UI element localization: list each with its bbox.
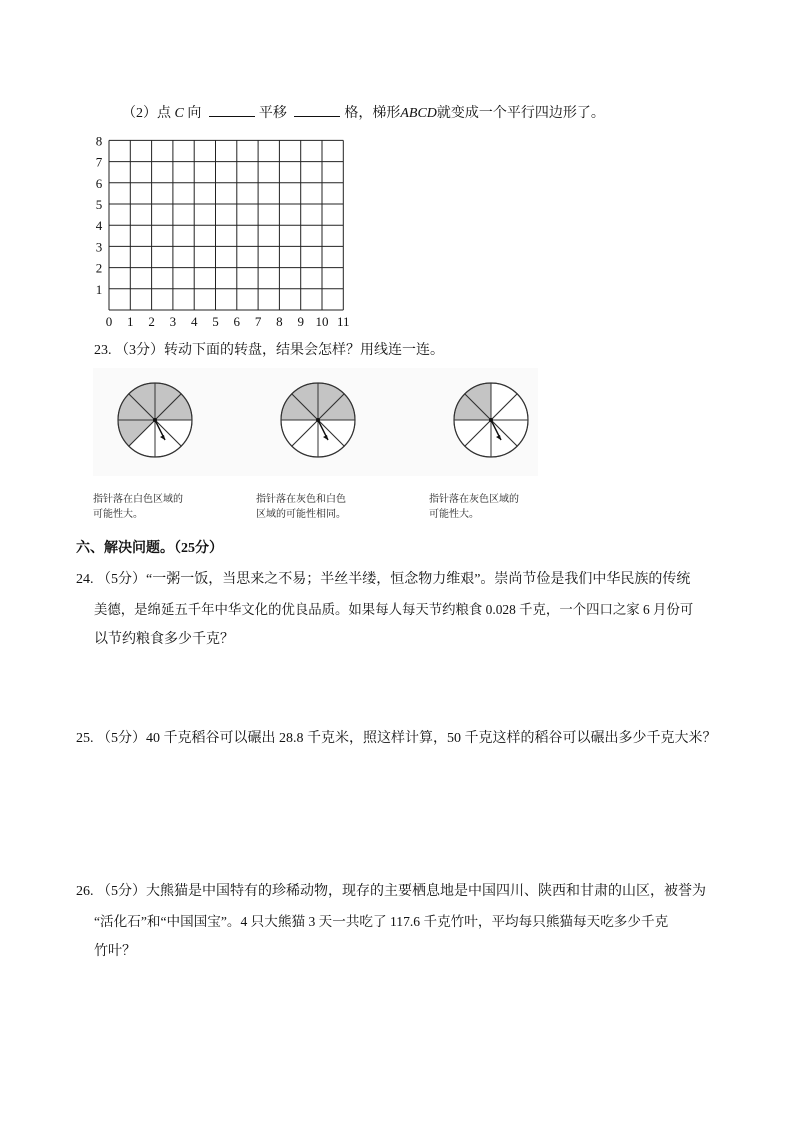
q26-block [76,877,736,967]
x-axis-label: 0 [105,314,113,329]
x-axis-label: 8 [276,314,283,329]
spinner-hub [489,418,493,422]
q22-prefix: （2）点 [122,106,171,121]
x-axis-label: 7 [254,314,262,329]
q25-score: （5分） [97,731,146,746]
y-axis-label: 7 [95,154,103,170]
x-axis-label: 10 [315,314,329,329]
q24-line-1 [76,565,736,595]
x-axis-label: 2 [148,314,155,329]
q24-text-1: “一粥一饭，当思来之不易；半丝半缕，恒念物力维艰”。崇尚节俭是我们中华民族的传统 [146,572,691,587]
q24-number: 24. [76,572,94,587]
y-axis-label: 4 [95,218,103,234]
y-axis-label: 2 [95,260,103,276]
q22-shift-text: 平移 [258,106,287,121]
q24-line-3: 以节约粮食多少千克？ [94,632,234,647]
q26-line-2: “活化石”和“中国国宝”。4 只大熊猫 3 天一共吃了 117.6 千克竹叶，平均每只熊猫每天吃多少千克 [94,914,669,929]
spinner-wheel [118,383,192,457]
spinner-caption-1 [93,492,183,522]
caption-line: 可能性大。 [93,509,143,520]
spinner-wheel [454,383,528,457]
spinner-caption-2 [256,492,346,522]
spinner-hub [316,418,320,422]
caption-line: 指针落在灰色和白色 [256,494,346,505]
y-axis-label: 8 [95,133,103,149]
q26-score: （5分） [97,884,146,899]
coordinate-grid [86,128,356,334]
x-axis-label: 4 [190,314,198,329]
q22-dir-text: 向 [187,106,202,121]
q23-line [94,342,444,360]
y-axis-label: 1 [95,281,103,297]
caption-line: 可能性大。 [429,509,479,520]
q22-point: C [174,106,184,121]
q26-line-3: 竹叶？ [94,944,136,959]
q23-score: （3分） [115,343,164,358]
q22-unit-text: 格，梯形 [344,106,401,121]
q26-text-1: 大熊猫是中国特有的珍稀动物，现存的主要栖息地是中国四川、陕西和甘肃的山区，被誉为 [146,884,706,899]
x-axis-label: 6 [233,314,241,329]
x-axis-label: 11 [337,314,350,329]
q26-number: 26. [76,884,94,899]
direction-blank[interactable] [209,103,255,117]
x-axis-label: 1 [127,314,134,329]
spinner-row [93,368,538,476]
q25-number: 25. [76,731,94,746]
spinner-hub [153,418,157,422]
x-axis-label: 3 [169,314,177,329]
x-axis-label: 9 [297,314,304,329]
spinner-caption-3 [429,492,519,522]
q23-number: 23. [94,343,112,358]
x-axis-label: 5 [212,314,219,329]
q22-part2-line [122,103,605,123]
q22-suffix: 就变成一个平行四边形了。 [436,106,605,121]
y-axis-label: 3 [95,239,103,255]
caption-line: 指针落在灰色区域的 [429,494,519,505]
y-axis-label: 5 [95,197,103,212]
q22-shape: ABCD [400,106,437,121]
section-title: 六、解决问题。（25分） [76,541,223,556]
y-axis-label: 6 [95,175,103,191]
spinner-wheel [281,383,355,457]
steps-blank[interactable] [294,103,340,117]
q24-block [76,565,736,655]
q24-score: （5分） [97,572,146,587]
q25-block [76,724,717,754]
q24-line-2: 美德，是绵延五千年中华文化的优良品质。如果每人每天节约粮食 0.028 千克，一个四口之家 6 月份可 [94,602,694,617]
caption-line: 区域的可能性相同。 [256,509,346,520]
q25-text: 40 千克稻谷可以碾出 28.8 千克米，照这样计算，50 千克这样的稻谷可以碾出多少千克大米？ [146,731,717,746]
caption-line: 指针落在白色区域的 [93,494,183,505]
q26-line-1 [76,877,736,907]
q23-text: 转动下面的转盘，结果会怎样？用线连一连。 [164,343,444,358]
